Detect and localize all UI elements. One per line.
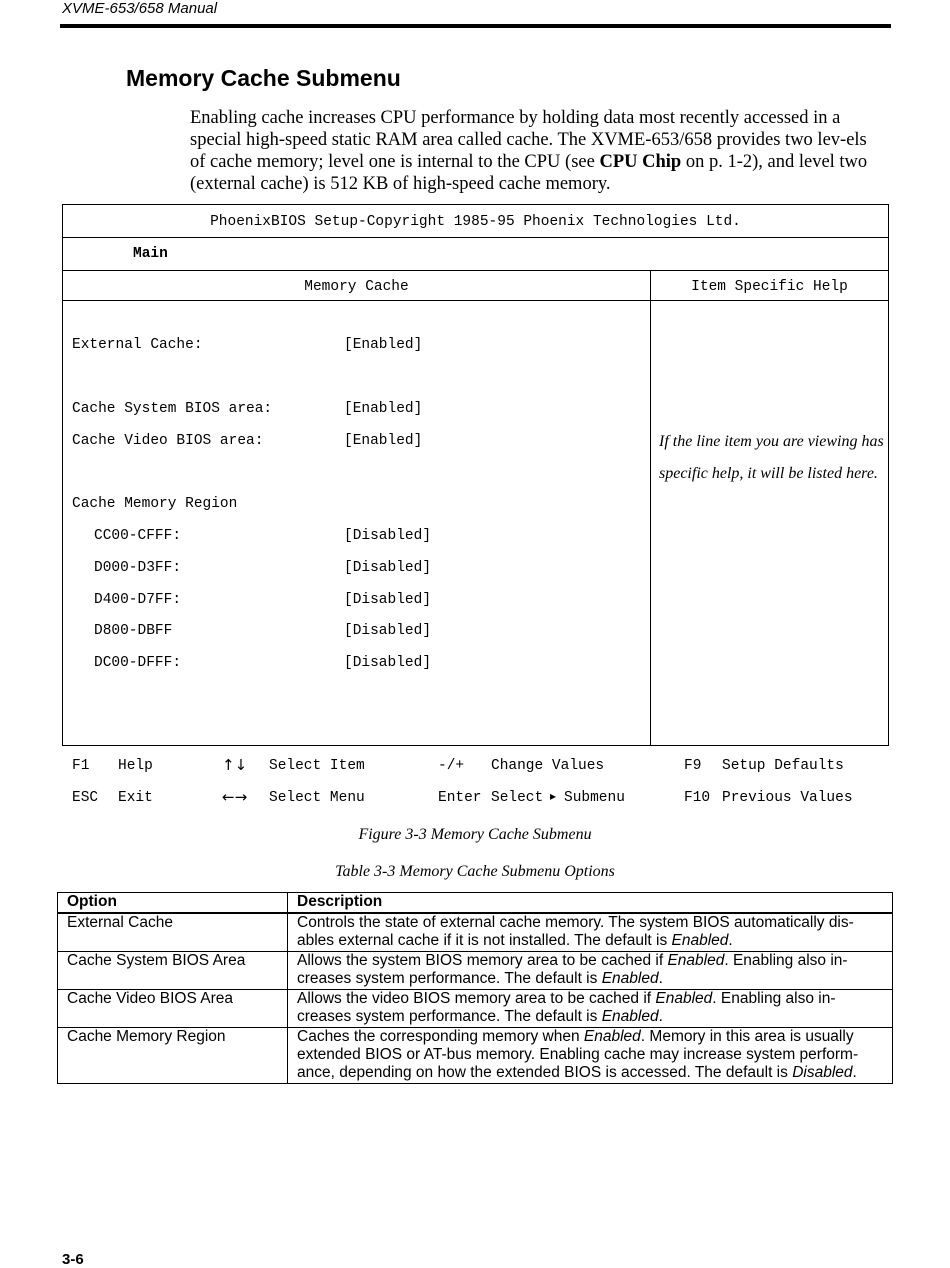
option-cell: Cache Video BIOS Area (58, 990, 288, 1028)
description-cell (288, 952, 893, 990)
intro-text-1: Enabling cache increases CPU performance by holding data most recently accessed in a special high-speed static RAM area called cache. The XVME-653/658 provides two lev-els of cache memory; level one is internal to the CPU (see (190, 108, 867, 172)
desc-emphasis: Enabled (583, 1028, 641, 1045)
updown-arrows-icon: ↑↓ (222, 756, 248, 774)
options-table (57, 892, 893, 1084)
setting-label: D800-DBFF (94, 623, 173, 639)
desc-text: Controls the state of external cache memory. The system BIOS automatically dis-ables external cache if it is not installed. The default is (297, 914, 854, 949)
column-header: Option (58, 893, 288, 914)
panel-divider (650, 300, 651, 745)
setting-label: CC00-CFFF: (94, 528, 182, 544)
option-cell: Cache Memory Region (58, 1028, 288, 1084)
key-select-label: Select (491, 790, 544, 806)
desc-text: . (852, 1064, 857, 1081)
key-select-menu-label: Select Menu (269, 790, 365, 806)
item-help-header: Item Specific Help (651, 271, 888, 301)
key-f1: F1 (72, 758, 90, 774)
key-f10: F10 (684, 790, 711, 806)
key-select-item-label: Select Item (269, 758, 365, 774)
desc-text: . (658, 1008, 663, 1025)
intro-text-2: on p. 1-2), and level two (external cache) is 512 KB of high-speed cache memory. (190, 152, 868, 194)
desc-emphasis: Enabled (655, 990, 713, 1007)
desc-emphasis: Disabled (792, 1064, 853, 1081)
setting-value[interactable]: [Disabled] (344, 560, 432, 576)
page-number: 3-6 (62, 1251, 84, 1268)
intro-paragraph (190, 107, 880, 195)
desc-emphasis: Enabled (671, 932, 729, 949)
menu-main[interactable]: Main (133, 246, 168, 262)
setting-label: DC00-DFFF: (94, 655, 182, 671)
desc-text: . Enabling also in-creases system performance. The default is (297, 990, 836, 1025)
desc-text: Allows the system BIOS memory area to be cached if (297, 952, 668, 969)
key-setup-defaults-label: Setup Defaults (722, 758, 844, 774)
column-header: Description (288, 893, 893, 914)
leftright-arrows-icon: ←→ (222, 788, 248, 806)
setting-value[interactable]: [Disabled] (344, 528, 432, 544)
desc-emphasis: Enabled (667, 952, 725, 969)
figure-caption: Figure 3-3 Memory Cache Submenu (358, 826, 592, 843)
item-help-text: If the line item you are viewing has specific help, it will be listed here. (659, 433, 884, 482)
header-rule (60, 24, 891, 28)
setting-label: Cache Memory Region (72, 496, 238, 512)
key-exit-label: Exit (118, 790, 153, 806)
key-submenu-label: Submenu (564, 790, 625, 806)
setting-label: D000-D3FF: (94, 560, 182, 576)
bios-menu-bar (63, 238, 888, 271)
desc-text: Allows the video BIOS memory area to be cached if (297, 990, 656, 1007)
key-previous-values-label: Previous Values (722, 790, 853, 806)
memory-cache-header: Memory Cache (63, 271, 651, 301)
desc-emphasis: Enabled (601, 970, 659, 987)
key-minus-plus: -/+ (438, 758, 465, 774)
setting-label: Cache System BIOS area: (72, 401, 273, 417)
table-row (58, 1028, 893, 1084)
bios-setup-screen (62, 204, 889, 746)
setting-label: External Cache: (72, 337, 203, 353)
table-caption: Table 3-3 Memory Cache Submenu Options (335, 863, 615, 880)
intro-bold-ref: CPU Chip (599, 152, 682, 172)
key-enter: Enter (438, 790, 482, 806)
table-row (58, 913, 893, 952)
setting-value[interactable]: [Disabled] (344, 655, 432, 671)
table-row (58, 952, 893, 990)
description-cell (288, 1028, 893, 1084)
desc-text: . Memory in this area is usually extended BIOS or AT-bus memory. Enabling cache may increase system perform-ance, depending on how the extended BIOS is accessed. The default is (297, 1028, 859, 1081)
setting-label: Cache Video BIOS area: (72, 433, 264, 449)
desc-text: . (658, 970, 663, 987)
key-f9: F9 (684, 758, 702, 774)
desc-emphasis: Enabled (601, 1008, 659, 1025)
section-title: Memory Cache Submenu (126, 65, 401, 91)
description-cell (288, 990, 893, 1028)
table-header-row (58, 893, 893, 914)
desc-text: . Enabling also in-creases system performance. The default is (297, 952, 848, 987)
key-change-values-label: Change Values (491, 758, 605, 774)
running-header: XVME-653/658 Manual (62, 0, 218, 17)
setting-label: D400-D7FF: (94, 592, 182, 608)
bios-copyright: PhoenixBIOS Setup-Copyright 1985-95 Phoenix Technologies Ltd. (63, 205, 888, 238)
description-cell (288, 913, 893, 952)
desc-text: . (728, 932, 733, 949)
option-cell: External Cache (58, 913, 288, 952)
table-row (58, 990, 893, 1028)
submenu-arrow-icon: ▸ (550, 789, 557, 803)
setting-value[interactable]: [Enabled] (344, 337, 423, 353)
setting-value[interactable]: [Disabled] (344, 592, 432, 608)
desc-text: Caches the corresponding memory when (297, 1028, 584, 1045)
option-cell: Cache System BIOS Area (58, 952, 288, 990)
key-help-label: Help (118, 758, 153, 774)
setting-value[interactable]: [Disabled] (344, 623, 432, 639)
key-esc: ESC (72, 790, 99, 806)
setting-value[interactable]: [Enabled] (344, 433, 423, 449)
setting-value[interactable]: [Enabled] (344, 401, 423, 417)
